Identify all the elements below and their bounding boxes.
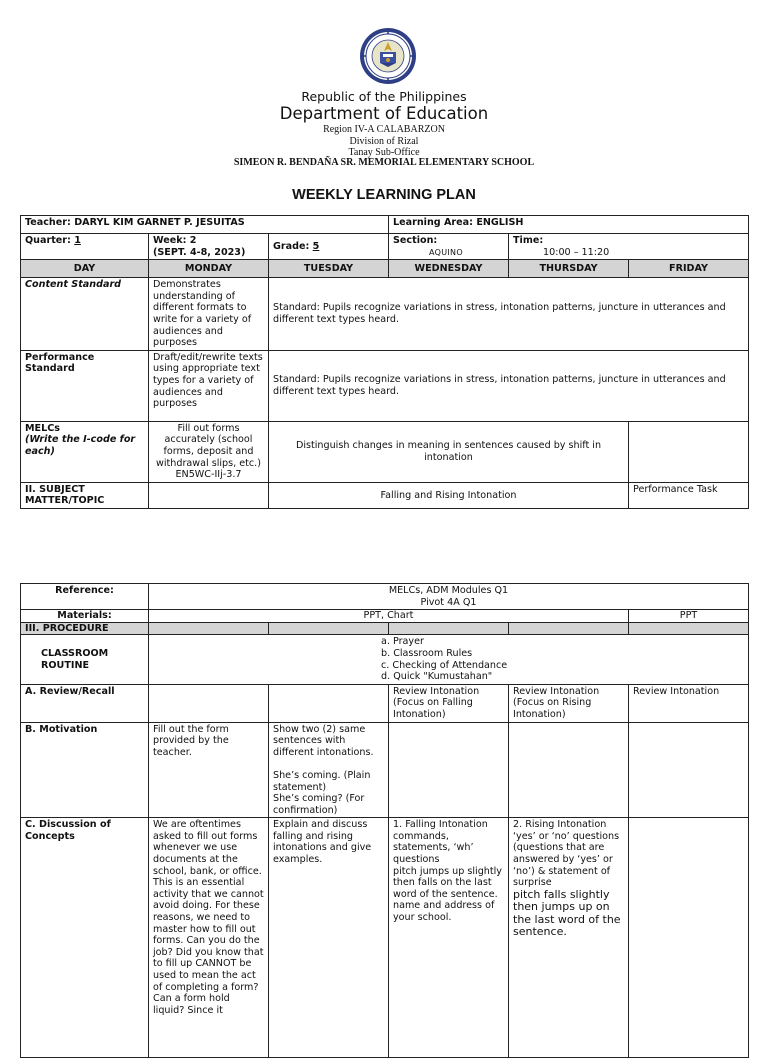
discussion-thursday-b: pitch falls slightly then jumps up on the last word of the sentence. — [513, 887, 621, 939]
section-value: AQUINO — [429, 247, 463, 257]
week-cell — [149, 234, 269, 260]
performance-standard-label: Performance Standard — [21, 350, 149, 421]
time-value: 10:00 – 11:20 — [543, 246, 610, 258]
time-label: Time: — [513, 235, 544, 246]
department-heading: Department of Education — [279, 104, 489, 123]
procedure-wednesday — [389, 622, 509, 635]
quarter-row — [21, 234, 749, 260]
reference-label: Reference: — [21, 584, 149, 610]
suboffice-line: Tanay Sub-Office — [348, 147, 420, 158]
melcs-row — [21, 421, 749, 482]
content-standard-text: Standard: Pupils recognize variations in stress, intonation patterns, juncture in utterances and different text types heard. — [269, 278, 749, 351]
reference-line-1: MELCs, ADM Modules Q1 — [388, 585, 509, 596]
routine-item: b. Classroom Rules — [381, 647, 473, 659]
day-header-row — [21, 260, 749, 278]
teacher-row — [21, 216, 749, 234]
procedure-monday — [149, 622, 269, 635]
discussion-friday — [629, 818, 749, 1058]
routine-list — [153, 636, 744, 682]
friday-header: FRIDAY — [629, 260, 749, 278]
grade-label: Grade: — [273, 240, 310, 252]
quarter-label: Quarter: — [25, 235, 71, 246]
reference-row — [21, 584, 749, 610]
discussion-label: C. Discussion of Concepts — [21, 818, 149, 1058]
performance-standard-monday: Draft/edit/rewrite texts using appropriate text types for a variety of audiences and purposes — [149, 350, 269, 421]
procedure-table — [20, 583, 749, 1058]
discussion-thursday-a: 2. Rising Intonation ‘yes’ or ‘no’ questions (questions that are answered by ‘yes’ or ‘no’) & statement of surprise — [513, 819, 620, 889]
procedure-row — [21, 622, 749, 635]
review-wednesday: Review Intonation (Focus on Falling Intonation) — [389, 684, 509, 722]
wednesday-header: WEDNESDAY — [389, 260, 509, 278]
procedure-friday — [629, 622, 749, 635]
reference-cell — [149, 584, 749, 610]
materials-label: Materials: — [21, 610, 149, 623]
melcs-text: Distinguish changes in meaning in sentences caused by shift in intonation — [269, 421, 629, 482]
routine-label: CLASSROOM ROUTINE — [21, 635, 149, 684]
review-monday — [149, 684, 269, 722]
review-label: A. Review/Recall — [21, 684, 149, 722]
performance-standard-row — [21, 350, 749, 421]
section-cell — [389, 234, 509, 260]
reference-line-2: Pivot 4A Q1 — [420, 596, 477, 608]
motivation-friday — [629, 722, 749, 818]
content-standard-monday: Demonstrates understanding of different formats to write for a variety of audiences and purposes — [149, 278, 269, 351]
review-row — [21, 684, 749, 722]
review-tuesday — [269, 684, 389, 722]
routine-item: a. Prayer — [381, 636, 424, 648]
learning-area-label: Learning Area: — [393, 217, 473, 228]
thursday-header: THURSDAY — [509, 260, 629, 278]
melcs-friday — [629, 421, 749, 482]
time-cell — [509, 234, 749, 260]
plan-info-table — [20, 215, 749, 509]
division-line: Division of Rizal — [349, 136, 419, 147]
teacher-label: Teacher: — [25, 217, 71, 228]
melcs-sublabel: (Write the I-code for each) — [25, 434, 136, 457]
tuesday-header: TUESDAY — [269, 260, 389, 278]
week-dates: (SEPT. 4-8, 2023) — [153, 246, 246, 258]
procedure-thursday — [509, 622, 629, 635]
quarter-cell — [21, 234, 149, 260]
discussion-monday: We are oftentimes asked to fill out forms whenever we use documents at the school, bank, or office. This is an essential activity that we cannot avoid doing. For these reasons, we need to master how to fill out forms. Can you do the job? Did you know that to fill up CANNOT be used to mean the act of completing a form? Can a form hold liquid? Since it — [149, 818, 269, 1058]
subject-matter-friday: Performance Task — [629, 482, 749, 508]
day-header: DAY — [21, 260, 149, 278]
routine-item: c. Checking of Attendance — [381, 659, 508, 671]
motivation-row — [21, 722, 749, 818]
discussion-thursday-cell — [509, 818, 629, 1058]
deped-seal-logo — [359, 27, 417, 85]
grade-cell — [269, 234, 389, 260]
region-line: Region IV-A CALABARZON — [323, 124, 445, 135]
performance-standard-text: Standard: Pupils recognize variations in stress, intonation patterns, juncture in utterances and different text types heard. — [269, 350, 749, 421]
procedure-tuesday — [269, 622, 389, 635]
quarter-value: 1 — [74, 235, 81, 246]
learning-area-cell — [389, 216, 749, 234]
content-standard-label: Content Standard — [21, 278, 149, 351]
review-friday: Review Intonation — [629, 684, 749, 722]
motivation-tuesday: Show two (2) same sentences with different intonations. She’s coming. (Plain statement) She’s coming? (For confirmation) — [269, 722, 389, 818]
subject-matter-monday — [149, 482, 269, 508]
motivation-monday: Fill out the form provided by the teacher. — [149, 722, 269, 818]
materials-friday: PPT — [629, 610, 749, 623]
section-label: Section: — [393, 235, 438, 246]
subject-matter-label: II. SUBJECT MATTER/TOPIC — [21, 482, 149, 508]
discussion-tuesday: Explain and discuss falling and rising intonations and give examples. — [269, 818, 389, 1058]
procedure-label: III. PROCEDURE — [21, 622, 149, 635]
melcs-label: MELCs — [25, 422, 60, 434]
melcs-monday: Fill out forms accurately (school forms, deposit and withdrawal slips, etc.) EN5WC-IIj-3.7 — [149, 421, 269, 482]
motivation-wednesday — [389, 722, 509, 818]
melcs-label-cell — [21, 421, 149, 482]
motivation-thursday — [509, 722, 629, 818]
routine-row — [21, 635, 749, 684]
subject-matter-topic: Falling and Rising Intonation — [269, 482, 629, 508]
routine-item: d. Quick "Kumustahan" — [381, 671, 493, 683]
monday-header: MONDAY — [149, 260, 269, 278]
review-thursday: Review Intonation (Focus on Rising Intonation) — [509, 684, 629, 722]
discussion-wednesday: 1. Falling Intonation commands, statements, ‘wh’ questions pitch jumps up slightly then falls on the last word of the sentence. name and address of your school. — [389, 818, 509, 1058]
subject-matter-row — [21, 482, 749, 508]
teacher-name: DARYL KIM GARNET P. JESUITAS — [74, 217, 245, 228]
school-name: SIMEON R. BENDAÑA SR. MEMORIAL ELEMENTARY SCHOOL — [233, 157, 535, 168]
discussion-row — [21, 818, 749, 1058]
content-standard-row — [21, 278, 749, 351]
learning-area-value: ENGLISH — [476, 217, 524, 228]
materials-row — [21, 610, 749, 623]
teacher-cell — [21, 216, 389, 234]
week-label: Week: 2 — [153, 235, 197, 246]
motivation-label: B. Motivation — [21, 722, 149, 818]
republic-heading: Republic of the Philippines — [301, 89, 467, 104]
materials-main: PPT, Chart — [149, 610, 629, 623]
grade-value: 5 — [312, 240, 320, 252]
routine-cell — [149, 635, 749, 684]
plan-title: WEEKLY LEARNING PLAN — [292, 187, 476, 203]
